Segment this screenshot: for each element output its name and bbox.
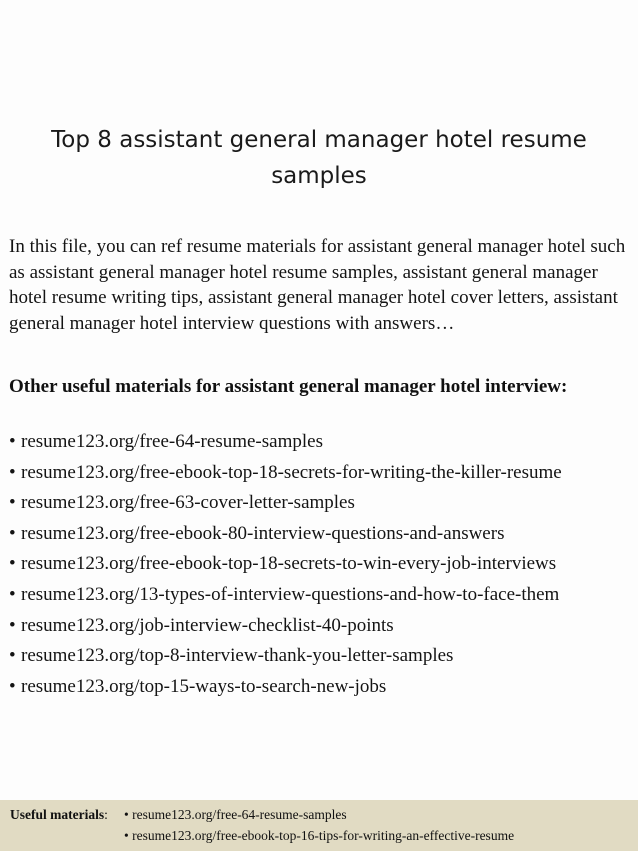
list-item[interactable] (9, 644, 638, 675)
footer-link[interactable]: • resume123.org/free-64-resume-samples (124, 807, 347, 822)
list-item[interactable] (9, 461, 638, 492)
title-line-1: Top 8 assistant general manager hotel resume (51, 127, 587, 153)
link-text[interactable]: resume123.org/free-ebook-top-18-secrets-for-writing-the-killer-resume (21, 461, 562, 483)
list-item[interactable] (9, 430, 638, 461)
list-item[interactable] (9, 583, 638, 614)
list-item[interactable] (9, 675, 638, 706)
link-text[interactable]: resume123.org/job-interview-checklist-40-points (21, 614, 394, 636)
bullet-icon: • (9, 553, 16, 575)
bullet-icon: • (9, 431, 16, 452)
bullet-icon: • (9, 645, 16, 667)
link-text[interactable]: resume123.org/top-8-interview-thank-you-letter-samples (21, 645, 454, 667)
list-item[interactable] (9, 522, 638, 553)
footer-label-colon: : (104, 807, 108, 822)
list-item[interactable] (9, 552, 638, 583)
link-text[interactable]: resume123.org/top-15-ways-to-search-new-jobs (21, 675, 387, 697)
link-text[interactable]: resume123.org/free-ebook-top-18-secrets-to-win-every-job-interviews (21, 553, 557, 575)
footer-label (10, 807, 108, 823)
bullet-icon: • (9, 492, 16, 514)
link-text[interactable]: resume123.org/free-ebook-80-interview-questions-and-answers (21, 522, 505, 544)
list-item[interactable] (9, 614, 638, 645)
list-item[interactable] (9, 491, 638, 522)
link-text[interactable]: resume123.org/free-63-cover-letter-samples (21, 492, 355, 514)
bullet-icon: • (9, 461, 16, 483)
document-title (0, 122, 638, 194)
link-text[interactable]: resume123.org/free-64-resume-samples (21, 431, 323, 452)
materials-list (9, 430, 638, 705)
footer-bar (0, 800, 638, 851)
bullet-icon: • (9, 522, 16, 544)
title-line-2: samples (271, 163, 367, 189)
intro-paragraph: In this file, you can ref resume materials for assistant general manager hotel such as assistant general manager hotel resume samples, assistant general manager hotel resume writing tips, assistant general manager hotel cover letters, assistant general manager hotel interview questions with answers… (9, 236, 626, 334)
bullet-icon: • (9, 614, 16, 636)
footer-label-text: Useful materials (10, 807, 105, 822)
bullet-icon: • (9, 675, 16, 697)
link-text[interactable]: resume123.org/13-types-of-interview-questions-and-how-to-face-them (21, 583, 560, 605)
materials-heading: Other useful materials for assistant general manager hotel interview: (9, 376, 568, 397)
footer-link[interactable]: • resume123.org/free-ebook-top-16-tips-for-writing-an-effective-resume (124, 828, 515, 843)
bullet-icon: • (9, 583, 16, 605)
